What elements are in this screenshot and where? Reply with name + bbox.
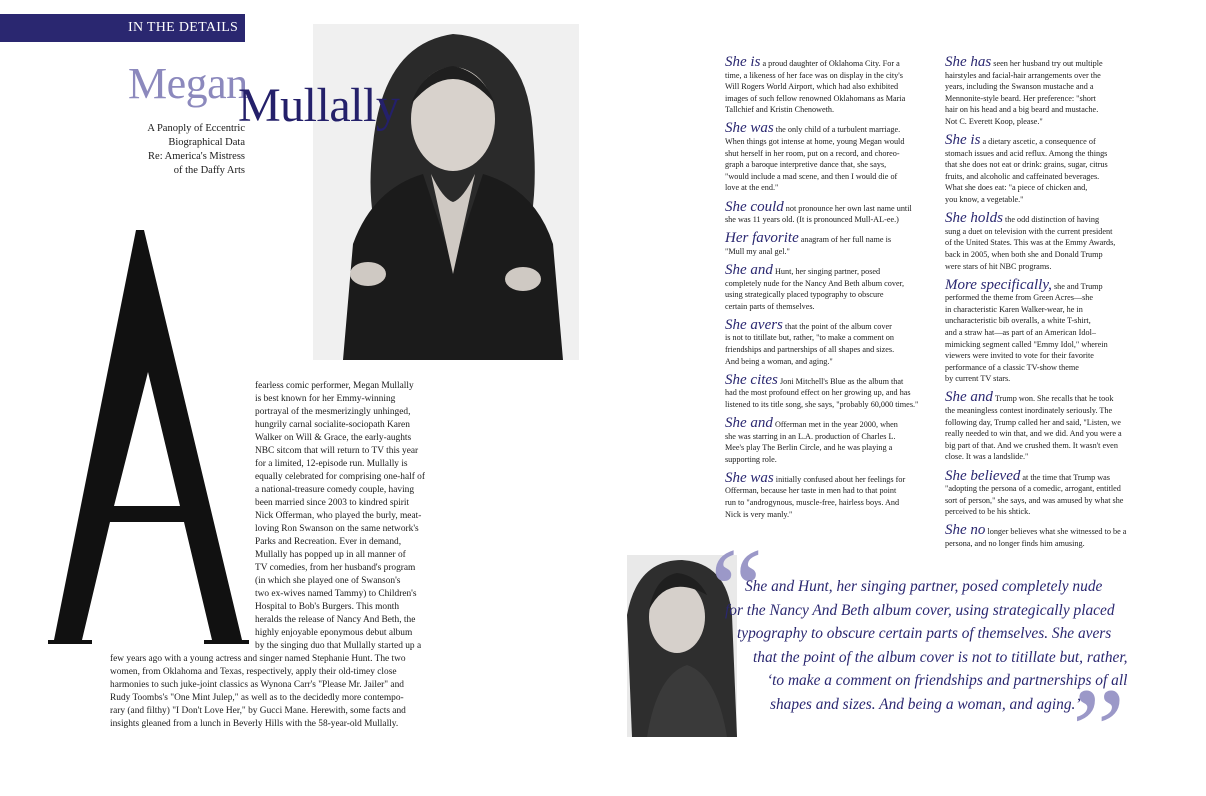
body-line: portrayal of the mesmerizingly unhinged, [255, 407, 411, 417]
body-line: that the point of the album cover is not to titillate but, rather, [753, 648, 1128, 666]
fact-text: listened to its title song, she says, "probably 60,000 times." [725, 399, 919, 409]
fact-line [725, 200, 935, 215]
fact-text: And being a woman, and aging." [725, 356, 833, 366]
fact-text: using strategically placed typography to obscure [725, 290, 884, 300]
fact-line [725, 509, 935, 521]
fact-text: at the time that Trump was [1020, 472, 1110, 482]
fact-line [725, 121, 935, 136]
fact-line [725, 318, 935, 333]
fact-text: hairstyles and facial-hair arrangements over the [945, 70, 1101, 80]
fact-line [945, 339, 1160, 351]
facts-column-right [945, 55, 1160, 555]
fact-line [725, 431, 935, 443]
fact-text: you know, a vegetable." [945, 195, 1024, 205]
subtitle-line: A Panoply of Eccentric [147, 123, 245, 134]
fact-line [725, 70, 935, 82]
fact-text: the only child of a turbulent marriage. [773, 125, 901, 135]
fact-paragraph [725, 263, 935, 312]
fact-text: supporting role. [725, 454, 777, 464]
fact-text: What she does eat: "a piece of chicken and, [945, 183, 1088, 193]
body-line: hungrily carnal socialite-sociopath Karen [255, 420, 410, 430]
section-tag: IN THE DETAILS [0, 14, 245, 42]
body-line: NBC sitcom that will return to TV this year [255, 446, 419, 456]
fact-text: initially confused about her feelings for [773, 474, 906, 484]
close-quote-mark: ” [1072, 663, 1126, 796]
fact-line [725, 104, 935, 116]
facts-column-left [725, 55, 935, 526]
fact-text: is not to titillate but, rather, "to make a comment on [725, 333, 894, 343]
fact-text: Offerman met in the year 2000, when [772, 419, 898, 429]
body-line: loving Ron Swanson on the same network's [255, 524, 419, 534]
fact-line [945, 451, 1160, 463]
fact-text: performed the theme from Green Acres—she [945, 293, 1093, 303]
fact-line [945, 292, 1160, 304]
fact-line [725, 387, 935, 399]
fact-text: really needed to win that, and we did. And you were a [945, 429, 1122, 439]
fact-text: "Mull my anal gel." [725, 246, 790, 256]
fact-text: shut herself in her room, put on a record, and choreo- [725, 148, 900, 158]
fact-paragraph [725, 471, 935, 520]
body-line: (in which she played one of Swanson's [255, 576, 401, 586]
fact-line [945, 226, 1160, 238]
fact-line [725, 301, 935, 313]
fact-line [725, 497, 935, 509]
fact-lead: She has [945, 54, 992, 70]
fact-text: hair on his head and a big beard and mustache. [945, 105, 1099, 115]
fact-text: Offerman, because her taste in men had to that point [725, 486, 897, 496]
intro-body [255, 380, 425, 653]
fact-text: of the United States. This was at the Emmy Awards, [945, 238, 1116, 248]
fact-line [725, 263, 935, 278]
fact-text: love at the end." [725, 183, 779, 193]
fact-line [725, 344, 935, 356]
fact-lead: She could [725, 198, 784, 215]
fact-lead: She and [945, 389, 993, 406]
fact-line [945, 417, 1160, 429]
fact-lead: She holds [945, 210, 1003, 227]
fact-line [725, 55, 935, 70]
fact-paragraph [945, 390, 1160, 463]
body-line: Mullally has popped up in all manner of [255, 550, 406, 560]
fact-text: viewers were invited to vote for their favorite [945, 351, 1094, 361]
fact-text: Mennonite-style beard. Her preference: "short [945, 93, 1096, 103]
fact-line [945, 55, 1160, 70]
fact-line [725, 231, 935, 246]
fact-line [725, 171, 935, 183]
fact-line [945, 315, 1160, 327]
body-line: fearless comic performer, Megan Mullally [255, 381, 414, 391]
fact-paragraph [725, 55, 935, 116]
fact-text: uncharacteristic bib overalls, a white T-shirt, [945, 316, 1091, 326]
fact-line [945, 237, 1160, 249]
fact-line [725, 416, 935, 431]
subtitle-line: Biographical Data [168, 137, 245, 148]
subtitle-line: of the Daffy Arts [173, 165, 245, 176]
fact-line [945, 440, 1160, 452]
body-line: harmonies to such juke-joint classics as Wynona Carr's "Please Mr. Jailer" and [110, 680, 404, 690]
fact-text: were stars of hit NBC programs. [945, 261, 1052, 271]
body-line: heralds the release of Nancy And Beth, the [255, 615, 416, 625]
fact-text: time, a likeness of her face was on display in the city's [725, 70, 903, 80]
fact-line [725, 289, 935, 301]
subtitle-line: Re: America's Mistress [148, 151, 245, 162]
fact-line [945, 523, 1160, 538]
fact-line [945, 350, 1160, 362]
fact-lead: She cites [725, 371, 778, 388]
fact-line [725, 454, 935, 466]
fact-paragraph [945, 469, 1160, 518]
fact-line [945, 93, 1160, 105]
title-last-name: Mullally [238, 79, 400, 132]
body-line: Nick Offerman, who played the burly, meat- [255, 511, 422, 521]
drop-cap [44, 230, 249, 650]
fact-text: following day, Trump called her and said, "Listen, we [945, 417, 1121, 427]
fact-text: and a straw hat—as part of an American Idol– [945, 327, 1096, 337]
title-first-name: Megan [128, 59, 248, 108]
fact-text: Tallchief and Kristin Chenoweth. [725, 105, 835, 115]
fact-lead: She and [725, 261, 773, 278]
body-line: She and Hunt, her singing partner, posed completely nude [745, 578, 1103, 595]
fact-text: "would include a mad scene, and then I would die of [725, 171, 898, 181]
body-line: shapes and sizes. And being a woman, and aging.’ [770, 695, 1081, 713]
fact-line [945, 362, 1160, 374]
body-line: been married since 2003 to kindred spirit [255, 498, 410, 508]
fact-text: certain parts of themselves. [725, 301, 815, 311]
body-line: women, from Oklahoma and Texas, respectively, apply their old-timey close [110, 667, 397, 677]
fact-text: Will Rogers World Airport, which had also exhibited [725, 82, 899, 92]
fact-line [725, 399, 935, 411]
fact-text: "adopting the persona of a comedic, arrogant, entitled [945, 484, 1121, 494]
fact-line [725, 471, 935, 486]
fact-text: perceived to be his shtick. [945, 507, 1031, 517]
fact-line [945, 81, 1160, 93]
body-line: is best known for her Emmy-winning [255, 394, 396, 404]
fact-text: a dietary ascetic, a consequence of [980, 137, 1096, 147]
fact-line [945, 538, 1160, 550]
fact-lead: Her favorite [725, 230, 799, 247]
fact-line [945, 390, 1160, 405]
fact-line [945, 133, 1160, 148]
fact-text: not pronounce her own last name until [783, 203, 912, 213]
fact-text: Nick is very manly." [725, 509, 793, 519]
body-line: few years ago with a young actress and singer named Stephanie Hunt. The two [110, 654, 406, 664]
body-line: Rudy Toombs's "One Mint Julep," as well as to the decidedly more contempo- [110, 693, 404, 703]
fact-lead: She is [945, 132, 981, 149]
fact-paragraph [725, 121, 935, 194]
fact-text: Trump won. She recalls that he took [992, 394, 1114, 404]
fact-text: graph a baroque interpretive dance that, she says, [725, 160, 887, 170]
fact-line [945, 506, 1160, 518]
fact-line [945, 483, 1160, 495]
body-line: Walker on Will & Grace, the early-aughts [255, 433, 412, 443]
fact-paragraph [725, 373, 935, 411]
fact-text: seen her husband try out multiple [991, 59, 1103, 68]
fact-text: Hunt, her singing partner, posed [772, 266, 881, 276]
fact-paragraph [945, 211, 1160, 272]
fact-line [725, 442, 935, 454]
fact-lead: More specifically, [945, 276, 1052, 293]
fact-text: she was 11 years old. (It is pronounced Mull-AL-ee.) [725, 215, 899, 225]
fact-text: images of such fellow renowned Oklahomans as Maria [725, 93, 906, 103]
fact-line [945, 278, 1160, 293]
fact-text: stomach issues and acid reflux. Among the things [945, 148, 1108, 158]
fact-line [945, 194, 1160, 206]
fact-line [725, 332, 935, 344]
fact-line [945, 70, 1160, 82]
fact-line [725, 485, 935, 497]
fact-text: a proud daughter of Oklahoma City. For a [760, 59, 900, 68]
fact-line [725, 182, 935, 194]
fact-line [945, 104, 1160, 116]
fact-line [945, 182, 1160, 194]
fact-lead: She and [725, 414, 773, 431]
fact-lead: She was [725, 469, 774, 486]
fact-paragraph [945, 523, 1160, 549]
fact-text: that she does not eat or drink: grains, sugar, citrus [945, 160, 1108, 170]
fact-text: sung a duet on television with the current president [945, 226, 1113, 236]
fact-line [945, 211, 1160, 226]
body-line: two ex-wives named Tammy) to Children's [255, 589, 417, 599]
intro-body-continued [110, 653, 406, 731]
fact-line [945, 469, 1160, 484]
fact-paragraph [945, 278, 1160, 385]
fact-lead: She no [945, 522, 986, 539]
fact-line [725, 148, 935, 160]
fact-line [945, 159, 1160, 171]
subtitle [100, 122, 245, 178]
fact-text: fruits, and alcoholic and caffeinated beverages. [945, 171, 1100, 181]
fact-text: big part of that. And we crushed them. It wasn't even [945, 440, 1118, 450]
fact-line [725, 159, 935, 171]
fact-line [945, 116, 1160, 128]
fact-text: the meaningless contest inordinately seriously. The [945, 406, 1113, 416]
fact-line [945, 249, 1160, 261]
body-line: typography to obscure certain parts of themselves. She avers [737, 625, 1112, 643]
fact-line [725, 373, 935, 388]
body-line: a national-treasure comedy couple, having [255, 485, 415, 495]
body-line: Hospital to Bob's Burgers. This month [255, 602, 400, 612]
fact-text: persona, and no longer finds him amusing. [945, 538, 1085, 548]
fact-line [945, 148, 1160, 160]
fact-text: longer believes what she witnessed to be a [985, 527, 1127, 537]
fact-line [725, 278, 935, 290]
body-line: for the Nancy And Beth album cover, using strategically placed [725, 601, 1115, 619]
fact-line [945, 405, 1160, 417]
fact-text: anagram of her full name is [798, 235, 892, 245]
fact-text: that the point of the album cover [782, 321, 892, 331]
fact-lead: She avers [725, 316, 783, 333]
fact-line [725, 356, 935, 368]
fact-text: friendships and partnerships of all shapes and sizes. [725, 344, 895, 354]
fact-paragraph [945, 55, 1160, 128]
body-line: ‘to make a comment on friendships and partnerships of all [767, 672, 1128, 690]
fact-line [725, 246, 935, 258]
fact-text: run to "androgynous, muscle-free, hairless boys. And [725, 498, 900, 507]
fact-lead: She was [725, 120, 774, 137]
fact-text: in characteristic Karen Walker-wear, he in [945, 304, 1083, 314]
fact-line [945, 495, 1160, 507]
body-line: Parks and Recreation. Ever in demand, [255, 537, 402, 547]
fact-paragraph [945, 133, 1160, 206]
fact-text: sort of person," she says, and was amused by what she [945, 495, 1124, 505]
fact-line [945, 304, 1160, 316]
open-quote-mark: “ [710, 523, 764, 656]
fact-paragraph [725, 200, 935, 226]
fact-text: she and Trump [1051, 281, 1103, 291]
portrait-photo [313, 24, 579, 360]
fact-text: the odd distinction of having [1002, 215, 1100, 225]
fact-line [725, 214, 935, 226]
fact-text: Not C. Everett Koop, please." [945, 116, 1043, 126]
fact-line [945, 428, 1160, 440]
fact-text: years, including the Swanson mustache and a [945, 82, 1094, 92]
fact-lead: She believed [945, 467, 1021, 484]
fact-line [945, 327, 1160, 339]
fact-paragraph [725, 416, 935, 465]
fact-paragraph [725, 318, 935, 367]
fact-text: close. It was a landslide." [945, 452, 1029, 462]
fact-line [725, 93, 935, 105]
fact-line [945, 261, 1160, 273]
body-line: for a limited, 12-episode run. Mullally is [255, 459, 408, 469]
fact-line [725, 136, 935, 148]
body-line: highly enjoyable eponymous debut album [255, 628, 413, 638]
fact-text: Mee's play The Berlin Circle, and he was playing a [725, 443, 893, 453]
fact-text: back in 2005, when both she and Donald Trump [945, 249, 1103, 259]
fact-line [945, 373, 1160, 385]
fact-paragraph [725, 231, 935, 257]
fact-lead: She is [725, 54, 761, 70]
fact-line [725, 81, 935, 93]
fact-text: performance of a classic TV-show theme [945, 362, 1079, 372]
fact-text: by current TV stars. [945, 374, 1011, 384]
fact-line [945, 171, 1160, 183]
fact-text: When things got intense at home, young Megan would [725, 137, 905, 147]
fact-text: Joni Mitchell's Blue as the album that [777, 376, 904, 386]
fact-text: mimicking segment called "Emmy Idol," wherein [945, 339, 1108, 349]
body-line: insights gleaned from a lunch in Beverly Hills with the 58-year-old Mullally. [110, 719, 399, 729]
body-line: equally celebrated for comprising one-half of [255, 472, 425, 482]
body-line: rary (and filthy) "I Don't Love Her," by Gucci Mane. Herewith, some facts and [110, 706, 406, 716]
body-line: by the singing duo that Mullally started up a [255, 641, 422, 651]
fact-text: she was starring in an L.A. production of Charles L. [725, 431, 896, 441]
body-line: TV comedies, from her husband's program [255, 563, 416, 573]
fact-text: completely nude for the Nancy And Beth album cover, [725, 278, 905, 288]
fact-text: had the most profound effect on her growing up, and has [725, 388, 911, 398]
